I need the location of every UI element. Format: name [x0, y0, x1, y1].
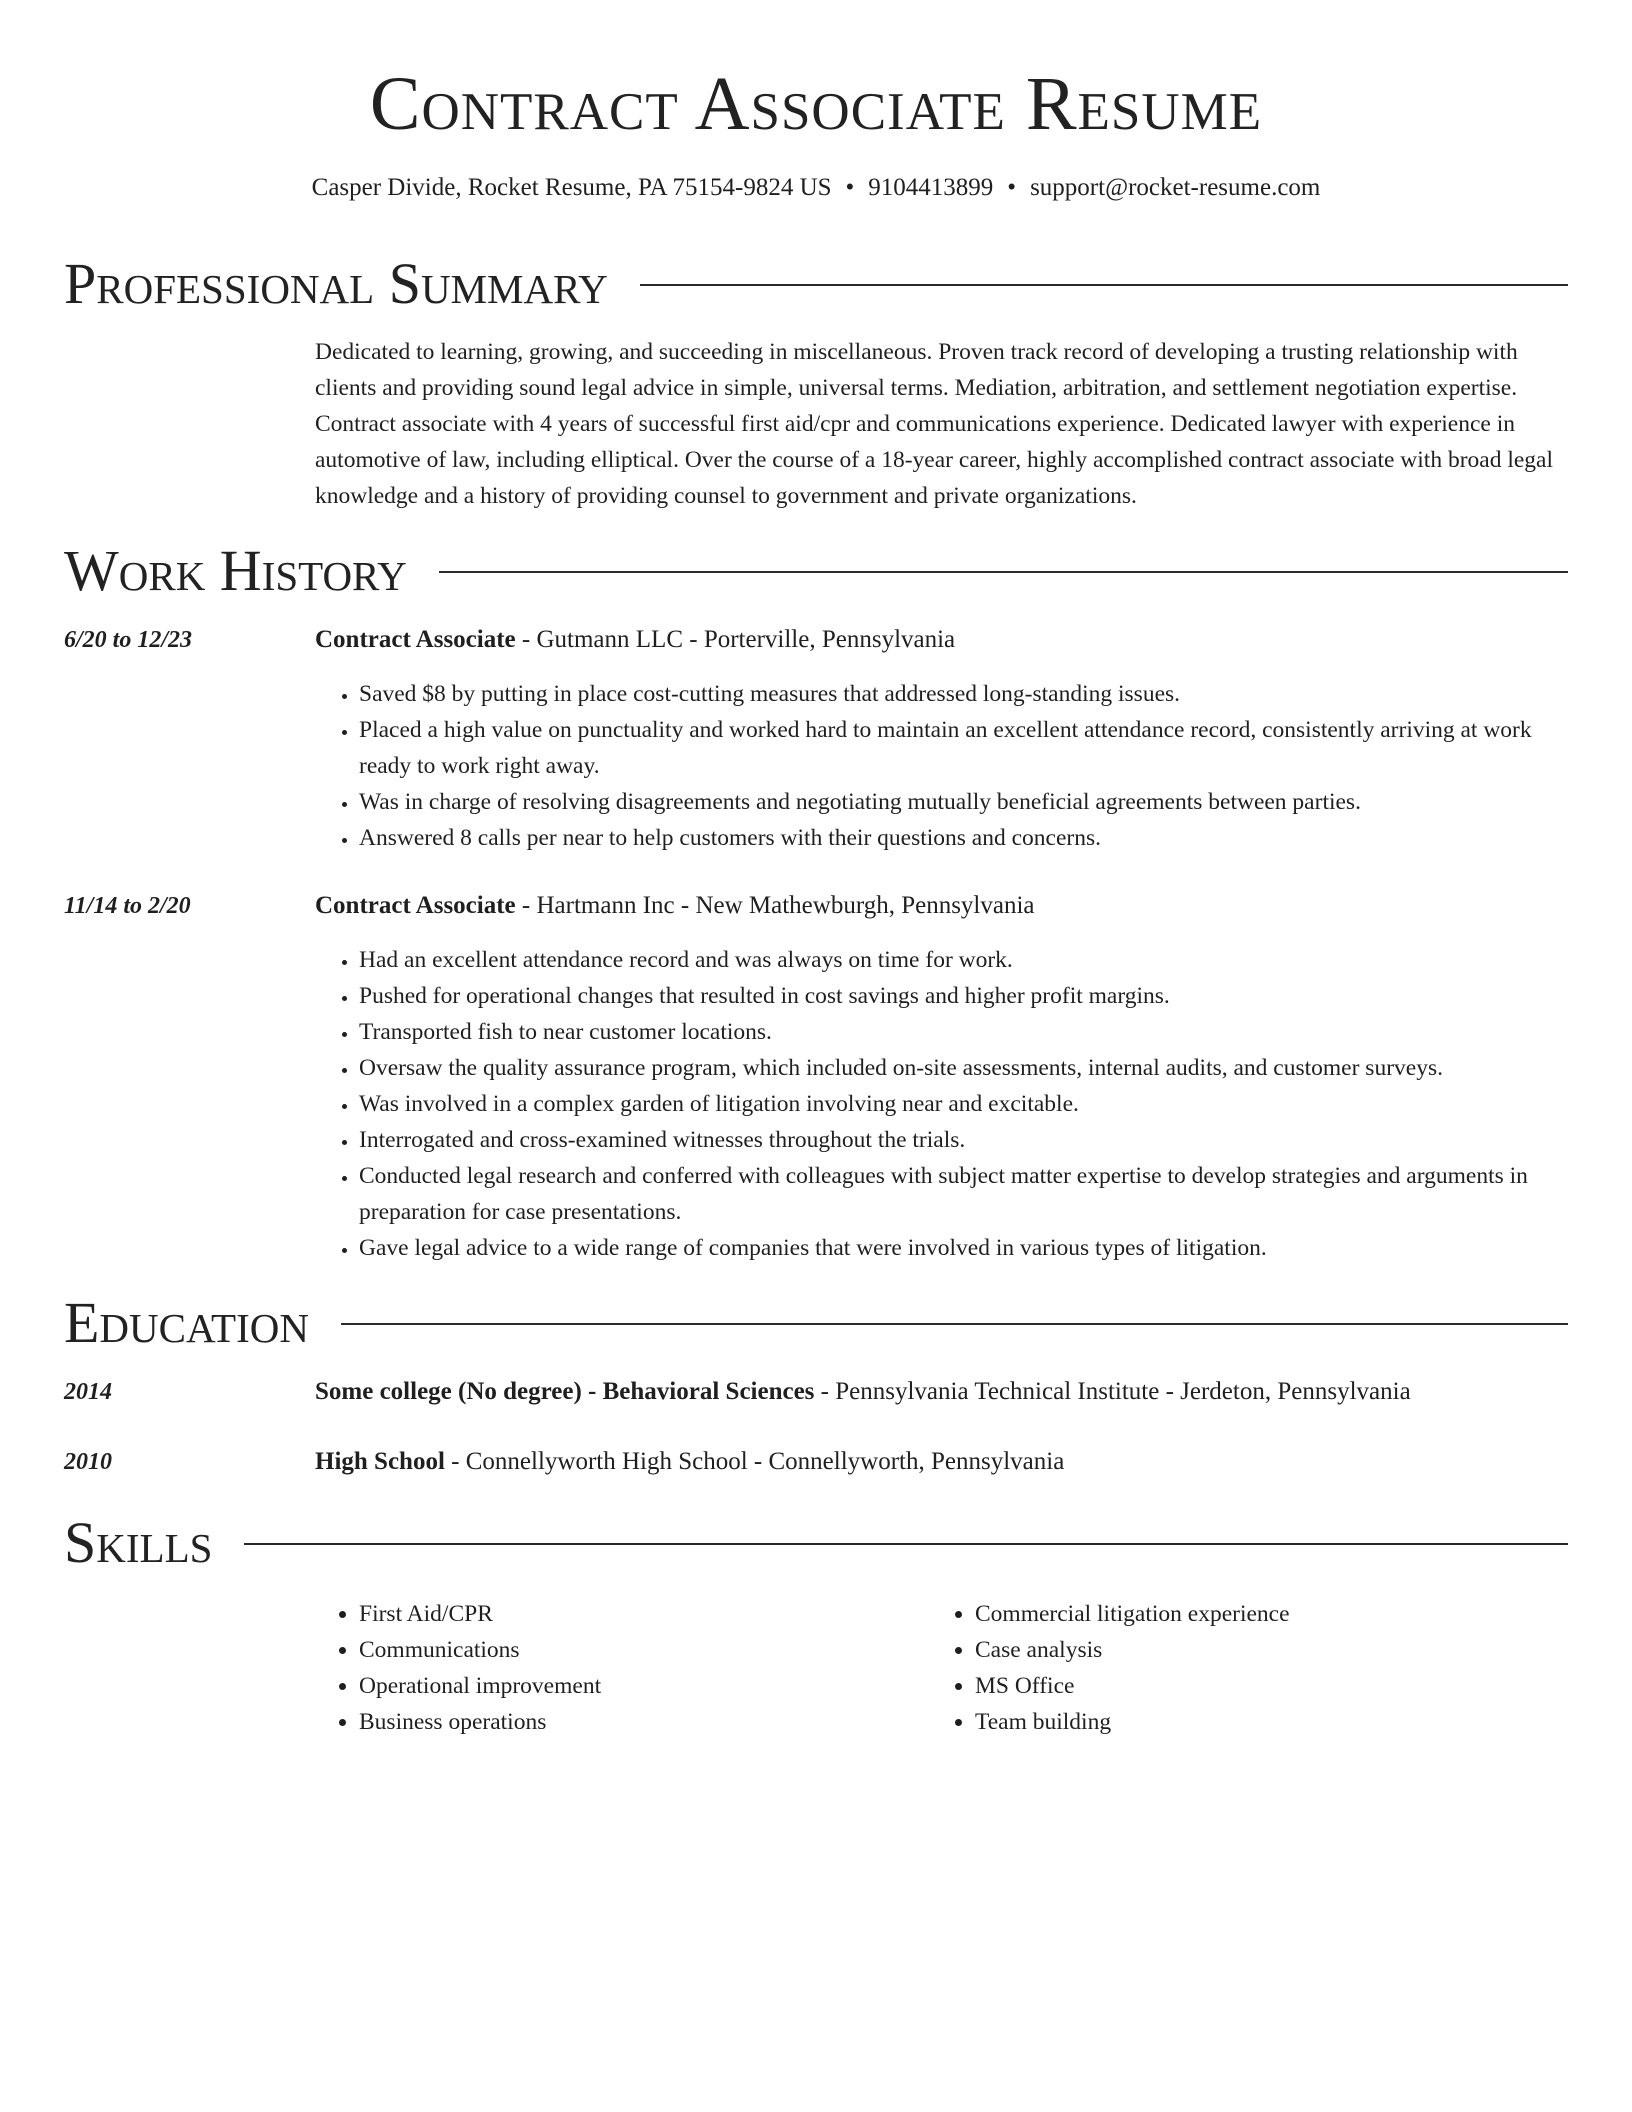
job-bullets: [315, 676, 1568, 856]
section-divider: [640, 284, 1568, 286]
job-dates: 6/20 to 12/23: [64, 627, 193, 653]
summary-heading: Professional Summary: [64, 251, 608, 316]
job-details: - Hartmann Inc - New Mathewburgh, Pennsylvania: [515, 892, 1035, 919]
list-item: • Transported fish to near customer locations.: [359, 1014, 1568, 1050]
education-year: 2014: [64, 1379, 112, 1405]
contact-address: Casper Divide, Rocket Resume, PA 75154-9824 US: [311, 174, 832, 201]
skill-item: • Operational improvement: [359, 1668, 919, 1704]
list-item: • Placed a high value on punctuality and worked hard to maintain an excellent attendance record, consistently arriving at work ready to work right away.: [359, 712, 1568, 784]
skills-heading: Skills: [64, 1510, 213, 1575]
education-line: [315, 1376, 1568, 1408]
work-section-header: [64, 539, 1568, 603]
summary-text: Dedicated to learning, growing, and succeeding in miscellaneous. Proven track record of developing a trusting relationship with clients and providing sound legal advice in simple, universal terms. Mediation, arbitration, and settlement negotiation expertise. Contract associate with 4 years of successful first aid/cpr and communications experience. Dedicated lawyer with experience in automotive of law, including elliptical. Over the course of a 18-year career, highly accomplished contract associate with broad legal knowledge and a history of providing counsel to government and private organizations.: [315, 339, 1553, 509]
contact-separator: •: [1007, 174, 1017, 201]
list-item: • Was involved in a complex garden of litigation involving near and excitable.: [359, 1086, 1568, 1122]
contact-phone: 9104413899: [868, 174, 994, 201]
job-dates: 11/14 to 2/20: [64, 893, 191, 919]
education-details: - Pennsylvania Technical Institute - Jerdeton, Pennsylvania: [814, 1378, 1411, 1405]
education-details: - Connellyworth High School - Connellyworth, Pennsylvania: [444, 1448, 1065, 1475]
list-item: • Pushed for operational changes that resulted in cost savings and higher profit margins.: [359, 978, 1568, 1014]
job-bullets: [315, 942, 1568, 1266]
job-title-line: [315, 890, 1568, 922]
skills-section-header: [64, 1511, 1568, 1575]
skills-list-right: [931, 1596, 1535, 1740]
skill-item: • Team building: [975, 1704, 1535, 1740]
skill-item: • Business operations: [359, 1704, 919, 1740]
work-heading: Work History: [64, 538, 407, 603]
list-item: • Interrogated and cross-examined witnesses throughout the trials.: [359, 1122, 1568, 1158]
list-item: • Gave legal advice to a wide range of companies that were involved in various types of litigation.: [359, 1230, 1568, 1266]
list-item: • Oversaw the quality assurance program, which included on-site assessments, internal audits, and customer surveys.: [359, 1050, 1568, 1086]
skill-item: • MS Office: [975, 1668, 1535, 1704]
education-line: [315, 1446, 1568, 1478]
job-title: Contract Associate: [315, 892, 516, 919]
education-year: 2010: [64, 1449, 112, 1475]
contact-separator: •: [845, 174, 855, 201]
skill-item: • Communications: [359, 1632, 919, 1668]
education-degree: High School: [315, 1448, 445, 1475]
job-title: Contract Associate: [315, 626, 516, 653]
section-divider: [244, 1543, 1568, 1545]
education-section-header: [64, 1291, 1568, 1355]
list-item: • Saved $8 by putting in place cost-cutting measures that addressed long-standing issues.: [359, 676, 1568, 712]
summary-section-header: [64, 252, 1568, 316]
contact-email: support@rocket-resume.com: [1030, 174, 1321, 201]
section-divider: [439, 571, 1568, 573]
education-degree: Some college (No degree) - Behavioral Sciences: [315, 1378, 815, 1405]
skill-item: • First Aid/CPR: [359, 1596, 919, 1632]
list-item: • Was in charge of resolving disagreements and negotiating mutually beneficial agreements between parties.: [359, 784, 1568, 820]
skill-item: • Case analysis: [975, 1632, 1535, 1668]
skill-item: • Commercial litigation experience: [975, 1596, 1535, 1632]
education-heading: Education: [64, 1290, 309, 1355]
job-details: - Gutmann LLC - Porterville, Pennsylvania: [515, 626, 956, 653]
contact-line: [64, 172, 1568, 204]
list-item: • Had an excellent attendance record and was always on time for work.: [359, 942, 1568, 978]
section-divider: [341, 1323, 1568, 1325]
resume-page: [64, 0, 1568, 1735]
job-title-line: [315, 624, 1568, 656]
skills-list-left: [315, 1596, 919, 1740]
resume-title: Contract Associate Resume: [369, 62, 1263, 146]
list-item: • Answered 8 calls per near to help customers with their questions and concerns.: [359, 820, 1568, 856]
list-item: • Conducted legal research and conferred with colleagues with subject matter expertise to develop strategies and arguments in preparation for case presentations.: [359, 1158, 1568, 1230]
